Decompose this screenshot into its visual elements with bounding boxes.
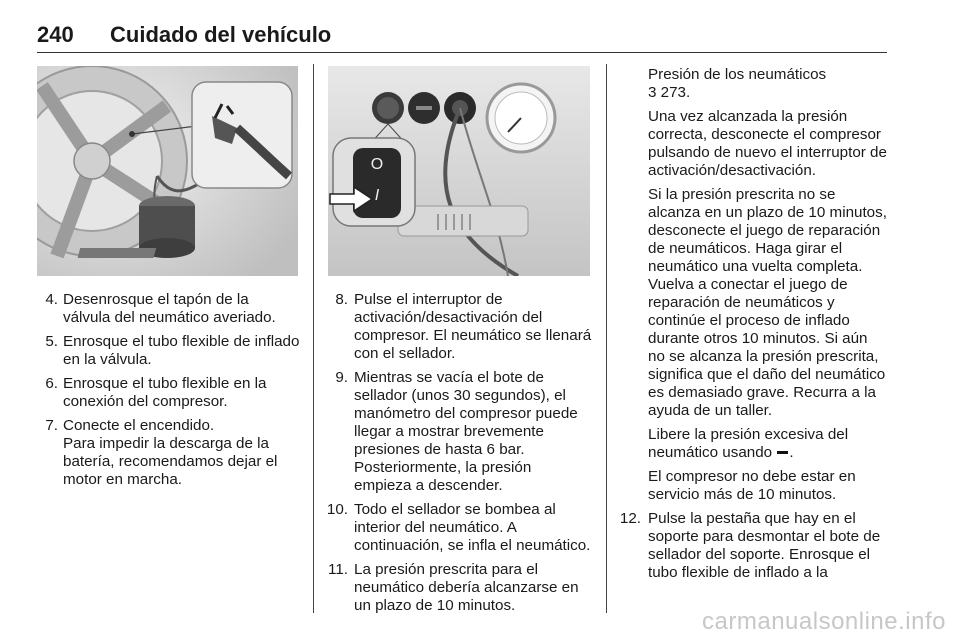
step-text: Todo el sellador se bombea al interior del neumático. A continuación, se infla el neumático. bbox=[354, 501, 591, 554]
column-divider-2 bbox=[606, 64, 607, 613]
switch-off-symbol: O bbox=[370, 156, 384, 173]
step-number: 12. bbox=[619, 510, 641, 527]
paragraph-end: . bbox=[789, 444, 794, 461]
list-item bbox=[614, 510, 888, 582]
step-number: 5. bbox=[45, 333, 58, 350]
cross-reference-page[interactable]: 3 273. bbox=[648, 84, 691, 101]
step-note: Para impedir la descarga de la batería, recomendamos dejar el motor en marcha. bbox=[63, 435, 278, 488]
minus-icon bbox=[777, 451, 788, 454]
cross-reference-title: Presión de los neumáticos bbox=[648, 66, 827, 83]
paragraph-text: Libere la presión excesiva del neumático usando bbox=[648, 426, 849, 461]
step-number: 7. bbox=[45, 417, 58, 434]
column-1 bbox=[38, 291, 300, 495]
step-number: 9. bbox=[335, 369, 348, 386]
paragraph: Si la presión prescrita no se alcanza en un plazo de 10 minutos, desconecte el juego de reparación de neumáticos. Haga girar el neumático una vuelta completa. Vuelva a conectar el juego de reparación de neumáticos y continúe el proceso de inflado durante otros 10 minutos. Si aún no se alcanza la presión prescrita, significa que el daño del neumático es demasiado grave. Recurra a la ayuda de un taller. bbox=[648, 186, 887, 419]
list-item bbox=[38, 333, 300, 369]
step-text: Pulse el interruptor de activación/desactivación del compresor. El neumático se llenará con el sellador. bbox=[354, 291, 592, 362]
list-item bbox=[38, 417, 300, 489]
step-number: 11. bbox=[328, 561, 348, 578]
list-item bbox=[322, 501, 592, 555]
step-text: La presión prescrita para el neumático debería alcanzarse en un plazo de 10 minutos. bbox=[354, 561, 579, 614]
step-text: Mientras se vacía el bote de sellador (unos 30 segundos), el manómetro del compresor puede llegar a mostrar brevemente presiones de hasta 6 bar. Posteriormente, la presión empieza a descender. bbox=[354, 369, 578, 494]
switch-on-symbol: I bbox=[374, 187, 380, 204]
paragraph: El compresor no debe estar en servicio más de 10 minutos. bbox=[648, 468, 856, 503]
step-text: Conecte el encendido. bbox=[63, 417, 215, 434]
column-divider-1 bbox=[313, 64, 314, 613]
step-number: 6. bbox=[45, 375, 58, 392]
page-number: 240 bbox=[37, 22, 74, 47]
page-header bbox=[37, 22, 887, 52]
step-text: Enrosque el tubo flexible en la conexión del compresor. bbox=[63, 375, 267, 410]
figure-compressor-switch bbox=[328, 66, 590, 276]
list-item bbox=[322, 369, 592, 495]
list-item bbox=[38, 375, 300, 411]
page-title: Cuidado del vehículo bbox=[110, 22, 332, 47]
paragraph bbox=[648, 426, 888, 462]
figure-tyre-valve bbox=[37, 66, 298, 276]
step-number: 8. bbox=[335, 291, 348, 308]
list-item bbox=[322, 561, 592, 615]
step-text: Desenrosque el tapón de la válvula del neumático averiado. bbox=[63, 291, 276, 326]
list-item bbox=[38, 291, 300, 327]
column-2 bbox=[322, 291, 592, 621]
paragraph: Una vez alcanzada la presión correcta, desconecte el compresor pulsando de nuevo el interruptor de activación/desactivación. bbox=[648, 108, 887, 179]
column-3 bbox=[614, 66, 888, 588]
header-rule bbox=[37, 52, 887, 53]
step-text: Enrosque el tubo flexible de inflado en la válvula. bbox=[63, 333, 300, 368]
step-number: 10. bbox=[326, 501, 348, 518]
list-item bbox=[322, 291, 592, 363]
step-text: Pulse la pestaña que hay en el soporte para desmontar el bote de sellador del soporte. Enrosque el tubo flexible de inflado a la bbox=[648, 510, 881, 581]
watermark: carmanualsonline.info bbox=[702, 608, 946, 635]
step-number: 4. bbox=[45, 291, 58, 308]
